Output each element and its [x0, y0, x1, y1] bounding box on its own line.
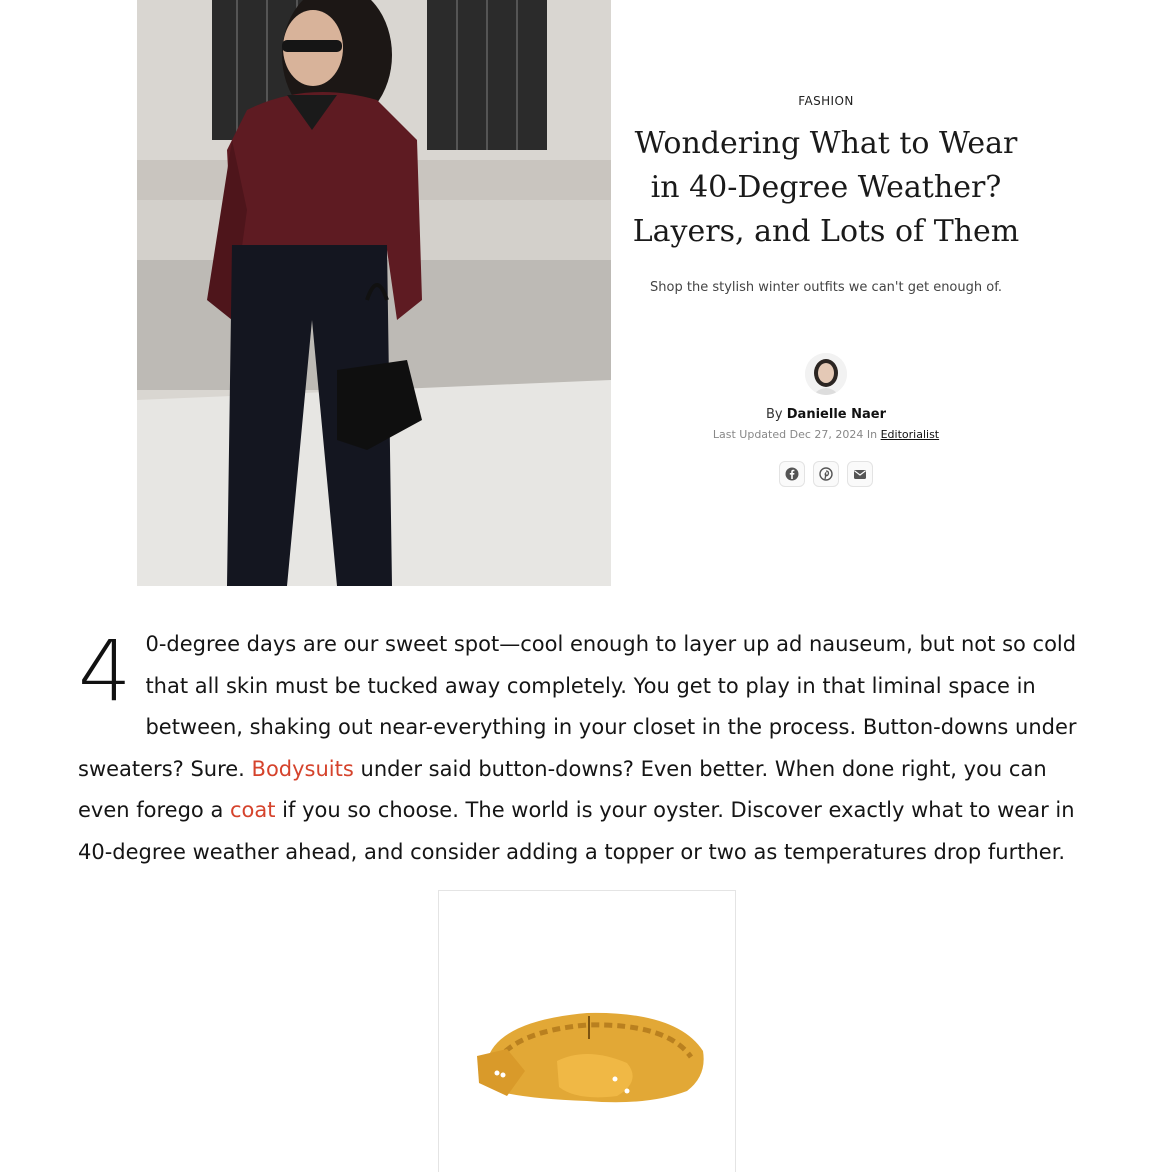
pinterest-share-button[interactable] — [813, 461, 839, 487]
article-text-3: if you so choose. The world is your oyster. Discover exactly what to wear in 40-degree weather ahead, and consider adding a topper or two as temperatures drop further. — [78, 798, 1075, 864]
article-body — [78, 624, 1098, 874]
share-buttons — [628, 461, 1024, 487]
article-text-2: under said button-downs? Even better. When done right, you can even forego a — [78, 756, 1047, 823]
article-text-1: 0-degree days are our sweet spot—cool enough to layer up ad nauseum, but not so cold that all skin must be tucked away completely. You get to play in that liminal space in between, shaking out near-everything in your closet in the process. Button-downs under sweaters? Sure. — [78, 632, 1077, 781]
byline — [628, 407, 1024, 422]
article-title: Wondering What to Wear in 40-Degree Weather? Layers, and Lots of Them — [632, 126, 1020, 249]
bodysuits-link[interactable]: Bodysuits — [251, 756, 354, 781]
product-card[interactable] — [438, 890, 736, 1172]
facebook-share-button[interactable] — [779, 461, 805, 487]
article-header — [628, 94, 1024, 487]
email-share-button[interactable] — [847, 461, 873, 487]
author-block — [628, 353, 1024, 487]
updated-prefix: Last Updated — [712, 428, 787, 441]
author-avatar[interactable] — [805, 353, 847, 395]
pinterest-icon — [819, 467, 833, 481]
coat-link[interactable]: coat — [229, 798, 276, 823]
byline-prefix: By — [766, 407, 783, 422]
in-label: In — [866, 428, 878, 441]
drop-cap: 4 — [78, 622, 132, 720]
hero-image — [137, 0, 611, 586]
article-meta — [628, 428, 1024, 441]
author-name-link[interactable]: Danielle Naer — [786, 407, 886, 422]
updated-date: Dec 27, 2024 — [789, 428, 864, 441]
facebook-icon — [785, 467, 799, 481]
email-icon — [853, 467, 867, 481]
article-dek: Shop the stylish winter outfits we can't get enough of. — [650, 280, 1002, 295]
channel-link[interactable]: Editorialist — [880, 428, 940, 441]
product-image — [467, 1001, 709, 1111]
category-label[interactable]: FASHION — [798, 94, 854, 108]
